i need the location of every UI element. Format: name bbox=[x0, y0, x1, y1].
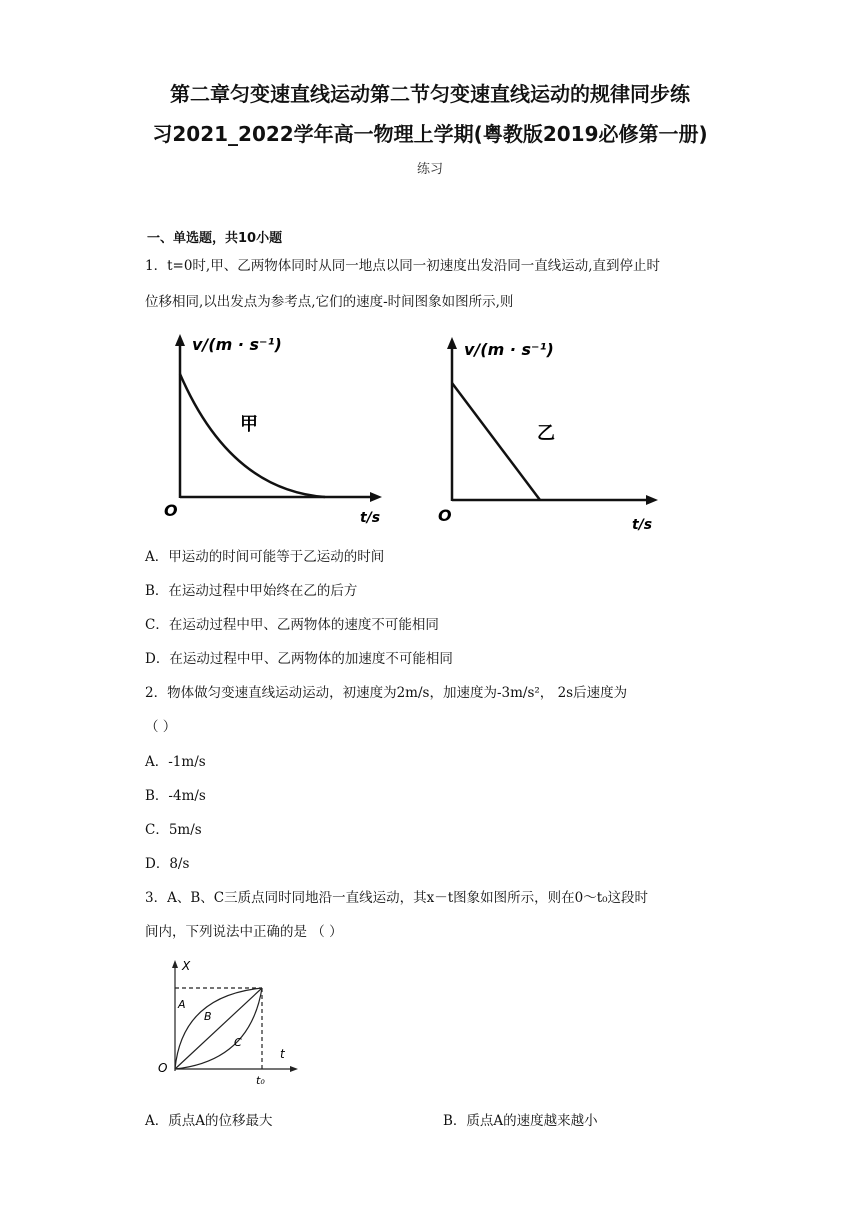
q2-option-b: B．-4m/s bbox=[145, 788, 206, 804]
q3-x-axis-label: t bbox=[280, 1047, 285, 1061]
document-subtitle: 练习 bbox=[416, 162, 443, 177]
left-curve-label: 甲 bbox=[240, 414, 258, 435]
q3-xt-graph bbox=[150, 956, 300, 1088]
right-curve-label: 乙 bbox=[537, 423, 555, 444]
q2-stem-line-2: （ ） bbox=[145, 719, 177, 735]
q2-option-a: A．-1m/s bbox=[145, 754, 206, 770]
left-y-axis-label: v/(m · s⁻¹) bbox=[192, 335, 282, 354]
q1-stem-line-2: 位移相同,以出发点为参考点,它们的速度-时间图象如图所示,则 bbox=[145, 294, 514, 310]
q3-origin-label: O bbox=[158, 1061, 168, 1075]
q1-graph-right bbox=[432, 333, 672, 533]
document-title bbox=[120, 74, 740, 154]
right-origin-label: O bbox=[438, 506, 452, 525]
q1-option-d: D．在运动过程中甲、乙两物体的加速度不可能相同 bbox=[145, 651, 453, 667]
q3-stem-line-1: 3．A、B、C三质点同时同地沿一直线运动，其x－t图象如图所示，则在0～t₀这段时 bbox=[145, 890, 649, 906]
right-x-axis-label: t/s bbox=[632, 517, 653, 533]
q1-option-a: A．甲运动的时间可能等于乙运动的时间 bbox=[145, 549, 385, 565]
q2-option-d: D．8/s bbox=[145, 856, 190, 872]
section-heading: 一、单选题，共10小题 bbox=[147, 231, 283, 246]
q3-curve-a-label: A bbox=[178, 998, 186, 1011]
left-x-axis-label: t/s bbox=[360, 510, 381, 526]
q3-option-b: B．质点A的速度越来越小 bbox=[443, 1113, 598, 1129]
q1-option-c: C．在运动过程中甲、乙两物体的速度不可能相同 bbox=[145, 617, 439, 633]
title-line-1: 第二章匀变速直线运动第二节匀变速直线运动的规律同步练 bbox=[170, 82, 690, 106]
q1-option-b: B．在运动过程中甲始终在乙的后方 bbox=[145, 583, 358, 599]
q3-t0-label: t₀ bbox=[256, 1074, 265, 1087]
q2-option-c: C．5m/s bbox=[145, 822, 202, 838]
title-line-2: 习2021_2022学年高一物理上学期(粤教版2019必修第一册) bbox=[152, 122, 708, 146]
q3-curve-c-label: C bbox=[234, 1036, 242, 1049]
q3-option-a: A．质点A的位移最大 bbox=[145, 1113, 273, 1129]
q1-stem-line-1: 1．t=0时,甲、乙两物体同时从同一地点以同一初速度出发沿同一直线运动,直到停止时 bbox=[145, 258, 660, 274]
q1-graph-left bbox=[160, 330, 390, 530]
q2-stem-line-1: 2．物体做匀变速直线运动运动，初速度为2m/s，加速度为-3m/s²， 2s后速度为 bbox=[145, 685, 628, 701]
left-origin-label: O bbox=[164, 501, 178, 520]
q3-curve-b-label: B bbox=[204, 1010, 212, 1023]
right-y-axis-label: v/(m · s⁻¹) bbox=[464, 340, 554, 359]
q3-y-axis-label: X bbox=[182, 959, 191, 973]
q3-stem-line-2: 间内，下列说法中正确的是 （ ） bbox=[145, 924, 343, 940]
